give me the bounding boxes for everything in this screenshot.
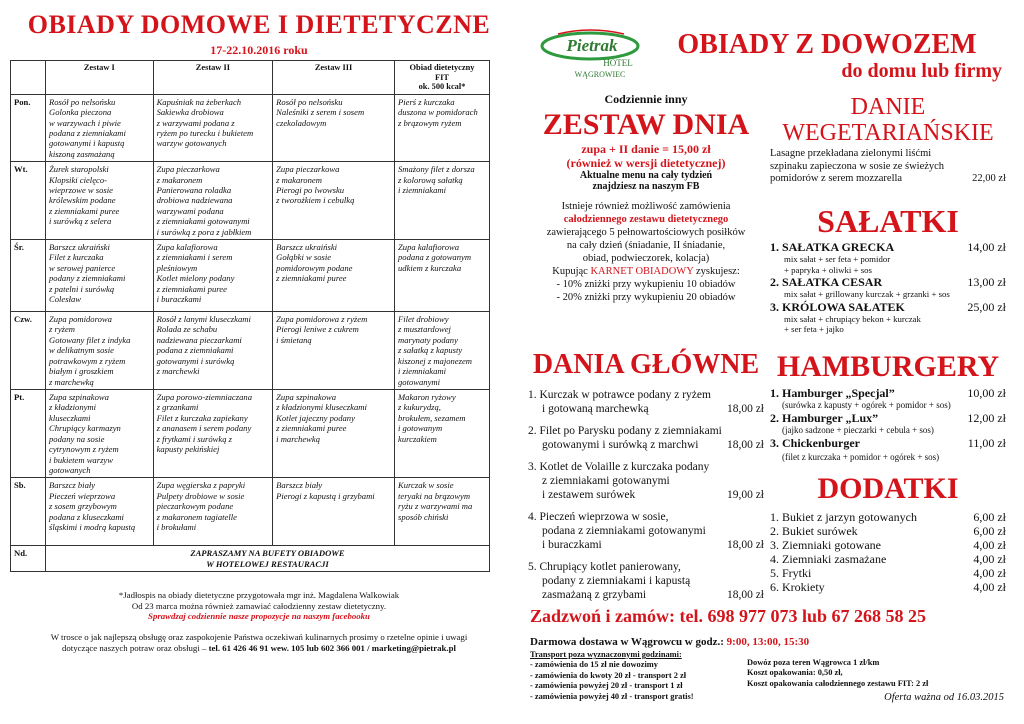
hamburgers-title: HAMBURGERY [776,350,1000,383]
salad-price: 14,00 zł [967,240,1006,254]
burger-name: 2. Hamburger „Lux” [770,411,879,425]
daily-set-menu-info: Aktualne menu na cały tydzień [579,170,713,181]
menu-cell: Smażony filet z dorsza z kolorową sałatką i ziemniakami [395,162,490,240]
vegetarian-title-1: DANIE [850,94,926,120]
salad-item [770,240,1006,275]
burger-price: 11,00 zł [967,436,1006,450]
menu-cell: Filet drobiowy z musztardowej marynaty podany z sałatką z kapusty kiszonej z majonezem i ziemniakami gotowanymi [395,312,490,390]
menu-cell: Zupa porowo-ziemniaczana z grzankami Filet z kurczaka zapiekany z ananasem i serem podany z frytkami i surówką z kapusty pekińskiej [153,390,273,478]
menu-cell: Pierś z kurczaka duszona w pomidorach z brązowym ryżem [395,94,490,161]
karnet-text: Kupując [552,266,591,277]
free-delivery-line [530,636,1010,648]
day-cell: Pon. [11,94,46,161]
menu-cell: Rosół z lanymi kluseczkami Rolada ze schabu nadziewana pieczarkami podana z ziemniakami gotowanymi i surówką z marchewki [153,312,273,390]
table-row [11,162,490,240]
extra-price: 4,00 zł [973,580,1006,594]
menu-cell: Zupa kalafiorowa podana z gotowanym udkiem z kurczaka [395,240,490,312]
day-cell: Pt. [11,390,46,478]
delivery-text: Darmowa dostawa w Wągrowcu w godz.: [530,636,727,648]
discount-line: - 10% zniżki przy wykupieniu 10 obiadów [556,279,736,290]
main-dish-item [528,510,764,552]
delivery-hours: 9:00, 13:00, 15:30 [726,636,810,648]
extra-item [770,580,1006,594]
dish-line [528,402,764,416]
transport-line: - zamówienia powyżej 20 zł - transport 1 zł [530,681,683,691]
menu-cell: Żurek staropolski Klopsiki cielęco- wieprzowe w sosie królewskim podane z ziemniakami puree i surówką z selera [46,162,154,240]
fit-line: Istnieje również możliwość zamówienia [561,201,731,212]
menu-cell: Barszcz biały Pierogi z kapustą i grzybami [273,478,395,546]
burger-name: 3. Chickenburger [770,436,860,450]
hamburgers-list [770,386,1006,463]
burger-item [770,411,1006,436]
extras-title: DODATKI [817,472,959,505]
dish-price: 18,00 zł [726,439,764,451]
salad-name: 2. SAŁATKA CESAR [770,275,883,289]
vegetarian-section [770,94,1006,186]
weekly-menu-table [10,60,490,572]
extra-name: 3. Ziemniaki gotowane [770,538,881,552]
daily-set-title: ZESTAW DNIA [542,108,750,141]
extra-name: 2. Bukiet surówek [770,524,858,538]
salads-title: SAŁATKI [817,203,959,239]
burger-item [770,436,1006,463]
menu-cell: Kurczak w sosie teryaki na brązowym ryżu z warzywami ma sposób chiński [395,478,490,546]
extra-name: 6. Krokiety [770,580,825,594]
burger-desc: (surówka z kapusty + ogórek + pomidor + sos) [782,400,951,410]
transport-info [530,650,750,702]
logo-emblem [538,28,646,80]
delivery-subtitle: do domu lub firmy [841,60,1002,82]
extra-item [770,510,1006,524]
salads-list [770,240,1006,335]
day-cell: Wt. [11,162,46,240]
burger-desc: (jajko sadzone + pieczarki + cebula + sos) [782,425,934,435]
menu-cell: Barszcz biały Pieczeń wieprzowa z sosem grzybowym podana z kluseczkami śląskimi i modrą kapustą [46,478,154,546]
main-dish-item [528,424,764,452]
salad-price: 25,00 zł [967,299,1006,314]
dish-text: zasmażaną z grzybami [542,589,647,601]
daily-set-price: zupa + II danie = 15,00 zł [581,142,711,156]
fit-line: zawierającego 5 pełnowartościowych posiłków [546,227,746,238]
extra-item [770,538,1006,552]
extras-list [770,510,1006,594]
salads-section [770,204,1006,335]
fit-info [528,200,764,304]
salad-name: 3. KRÓLOWA SAŁATEK [770,299,905,314]
vegetarian-description [770,148,1006,186]
salad-row [770,275,1006,289]
extra-item [770,566,1006,580]
header-zestaw-3: Zestaw III [273,61,395,95]
pietrak-hotel-logo [538,28,646,80]
dish-line: 2. Filet po Parysku podany z ziemniakami [528,425,722,437]
menu-cell: Zupa szpinakowa z kładzionymi kluseczkami Kotlet jajeczny podany z ziemniakami puree i marchewką [273,390,395,478]
karnet-name: KARNET OBIADOWY [590,266,694,277]
logo-city: WĄGROWIEC [574,70,626,79]
extra-name: 4. Ziemniaki zasmażane [770,552,887,566]
burger-price: 12,00 zł [967,411,1006,425]
salad-price: 13,00 zł [967,275,1006,289]
dish-text: i zestawem surówek [542,489,636,501]
salad-row [770,240,1006,254]
burger-desc: (filet z kurczaka + pomidor + ogórek + sos) [782,452,940,462]
salad-row [770,300,1006,314]
transport-title: Transport poza wyznaczonymi godzinami: [530,650,682,659]
karnet-line [528,265,764,278]
burger-row [770,386,1006,400]
footer-text: dotyczące naszych potraw oraz obsługi – [62,642,209,653]
dish-line: podana z ziemniakami gotowanymi [542,525,706,537]
vegetarian-desc-line: szpinaku zapieczona w sosie ze świeżych [770,160,945,172]
cost-line: Koszt opakowania: 0,50 zł, [747,668,843,678]
facebook-note: Sprawdzaj codziennie nasze propozycje na naszym facebooku [148,611,370,621]
dish-line [528,588,764,602]
extras-section [770,472,1006,594]
salad-item [770,300,1006,335]
hamburgers-section [770,350,1006,463]
note-line: Od 23 marca można również zamawiać całodzienny zestaw dietetyczny. [131,600,387,611]
dish-line: 1. Kurczak w potrawce podany z ryżem [528,389,711,401]
vegetarian-title-2: WEGETARIAŃSKIE [782,120,994,146]
offer-validity: Oferta ważna od 16.03.2015 [884,692,1004,703]
table-row [11,312,490,390]
vegetarian-desc-line [770,173,1006,186]
extra-name: 5. Frytki [770,566,812,580]
menu-cell: Barszcz ukraiński Filet z kurczaka w serowej panierce podany z ziemniakami z patelni i surówką Colesław [46,240,154,312]
dish-line: 4. Pieczeń wieprzowa w sosie, [528,511,669,523]
daily-set-diet: (również w wersji dietetycznej) [566,156,726,170]
diet-notes [10,590,508,622]
footer-line: W trosce o jak najlepszą obsługę oraz zaspokojenie Państwa oczekiwań kulinarnych prosimy o rzetelne opinie i uwagi [50,632,468,642]
logo-hotel: HOTEL [603,58,633,68]
table-row [11,94,490,161]
dish-text: i buraczkami [542,539,602,551]
menu-cell: Zupa pomidorowa z ryżem Gotowany filet z indyka w delikatnym sosie potrawkowym z ryżem białym i groszkiem z marchewką [46,312,154,390]
dish-line [528,438,764,452]
salad-item [770,275,1006,300]
sunday-buffet-text: ZAPRASZAMY NA BUFETY OBIADOWE W HOTELOWEJ RESTAURACJI [46,546,490,572]
vegetarian-desc-text: pomidorów z serem mozzarella [770,173,903,184]
order-phone-line: Zadzwoń i zamów: tel. 698 977 073 lub 67 268 58 25 [530,606,926,626]
footer-contact-details: tel. 61 426 46 91 wew. 105 lub 602 366 001 / marketing@pietrak.pl [208,642,456,653]
feedback-footer [10,632,508,653]
menu-cell: Makaron ryżowy z kukurydzą, brokułem, sezamem i gotowanym kurczakiem [395,390,490,478]
burger-price: 10,00 zł [967,386,1006,400]
menu-cell: Zupa węgierska z papryki Pulpety drobiowe w sosie pieczarkowym podane z makaronem tagiatelle i brokułami [153,478,273,546]
extra-price: 6,00 zł [973,510,1006,524]
main-dish-item [528,460,764,502]
menu-cell: Zupa szpinakowa z kładzionymi kluseczkami Chrupiący karmazyn podany na sosie cytrynowym z ryżem i bukietem warzyw gotowanych [46,390,154,478]
extra-item [770,552,1006,566]
extra-price: 6,00 zł [973,524,1006,538]
table-row [11,390,490,478]
extra-item [770,524,1006,538]
menu-dates: 17-22.10.2016 roku [210,43,308,57]
day-cell: Czw. [11,312,46,390]
transport-line: - zamówienia do 15 zł nie dowozimy [530,660,658,670]
burger-row [770,436,1006,450]
cost-line: Dowóz poza teren Wągrowca 1 zł/km [747,658,880,667]
header-fit: Obiad dietetyczny FIT ok. 500 kcal* [395,61,490,95]
menu-cell: Zupa pieczarkowa z makaronem Pierogi po lwowsku z tworożkiem i cebulką [273,162,395,240]
fit-line: obiad, podwieczorek, kolacja) [582,253,710,264]
dish-text: gotowanymi i surówką z marchwi [542,439,699,451]
dish-price: 18,00 zł [726,589,764,601]
extra-name: 1. Bukiet z jarzyn gotowanych [770,510,917,524]
discount-line: - 20% zniżki przy wykupieniu 20 obiadów [556,292,736,303]
note-line: *Jadłospis na obiady dietetyczne przygotowała mgr inż. Magdalena Walkowiak [118,590,400,600]
day-cell: Sb. [11,478,46,546]
corner-cell [11,61,46,95]
delivery-title: OBIADY Z DOWOZEM [677,29,977,60]
dish-line: 5. Chrupiący kotlet panierowany, [528,561,681,573]
main-dish-item [528,388,764,416]
main-dish-item [528,560,764,602]
dish-price: 18,00 zł [726,403,764,415]
menu-cell: Rosół po nelsońsku Golonka pieczona w warzywach i piwie podana z ziemniakami gotowanymi i kapustą kiszoną zasmażaną [46,94,154,161]
transport-line: - zamówienia do kwoty 20 zł - transport 2 zł [530,670,687,680]
burger-row [770,411,1006,425]
vegetarian-desc-line: Lasagne przekładana zielonymi liśćmi [770,148,932,159]
main-dishes-section [528,348,764,602]
dish-price: 18,00 zł [726,539,764,551]
daily-set-intro: Codziennie inny [604,92,688,106]
extra-price: 4,00 zł [973,552,1006,566]
salad-desc: mix sałat + grillowany kurczak + grzanki + sos [784,289,950,299]
burger-item [770,386,1006,411]
daily-set-section [528,92,764,304]
dish-line: podany z ziemniakami i kapustą [542,575,691,587]
salad-desc: mix sałat + chrupiący bekon + kurczak [784,313,921,324]
menu-cell: Zupa kalafiorowa z ziemniakami i serem pleśniowym Kotlet mielony podany z ziemniakami puree i buraczkami [153,240,273,312]
menu-cell: Kapuśniak na żeberkach Sakiewka drobiowa z warzywami podana z ryżem po turecku i bukietem warzyw gotowanych [153,94,273,161]
salad-desc: mix sałat + ser feta + pomidor [784,254,891,264]
packaging-costs [747,658,1017,689]
burger-name: 1. Hamburger „Specjal” [770,386,895,400]
extra-price: 4,00 zł [973,566,1006,580]
dish-line: z ziemniakami gotowanymi [542,475,670,487]
extra-price: 4,00 zł [973,538,1006,552]
dish-text: i gotowaną marchewką [542,403,649,415]
salad-desc: + ser feta + jajko [784,324,844,334]
vegetarian-price: 22,00 zł [972,173,1006,184]
dish-line: 3. Kotlet de Volaille z kurczaka podany [528,461,710,473]
table-row [11,478,490,546]
karnet-text: zyskujesz: [693,266,740,277]
table-row-sunday [11,546,490,572]
cost-line: Koszt opakowania całodziennego zestawu FIT: 2 zł [747,678,929,688]
transport-line: - zamówienia powyżej 40 zł - transport gratis! [530,691,694,701]
menu-title: OBIADY DOMOWE I DIETETYCZNE [27,10,491,39]
logo-name: Pietrak [566,36,618,55]
salad-name: 1. SAŁATKA GRECKA [770,240,895,254]
dish-price: 19,00 zł [726,489,764,501]
header-zestaw-2: Zestaw II [153,61,273,95]
day-cell: Śr. [11,240,46,312]
menu-cell: Zupa pomidorowa z ryżem Pierogi leniwe z cukrem i śmietaną [273,312,395,390]
menu-cell: Rosół po nelsońsku Naleśniki z serem i sosem czekoladowym [273,94,395,161]
daily-set-menu-info: znajdziesz na naszym FB [592,181,700,192]
fit-line: na cały dzień (śniadanie, II śniadanie, [566,240,726,251]
fit-line-highlight: całodziennego zestawu dietetycznego [563,214,729,225]
header-zestaw-1: Zestaw I [46,61,154,95]
menu-cell: Barszcz ukraiński Gołąbki w sosie pomidorowym podane z ziemniakami puree [273,240,395,312]
table-row [11,240,490,312]
day-cell: Nd. [11,546,46,572]
salad-desc: + papryka + oliwki + sos [784,264,872,275]
main-dishes-list [528,388,764,602]
dish-line [528,488,764,502]
footer-contact [10,643,508,654]
menu-cell: Zupa pieczarkowa z makaronem Panierowana roladka drobiowa nadziewana warzywami podana z ziemniakami gotowanymi i surówką z pora z jabłkiem [153,162,273,240]
dish-line [528,538,764,552]
main-dishes-title: DANIA GŁÓWNE [532,349,760,380]
